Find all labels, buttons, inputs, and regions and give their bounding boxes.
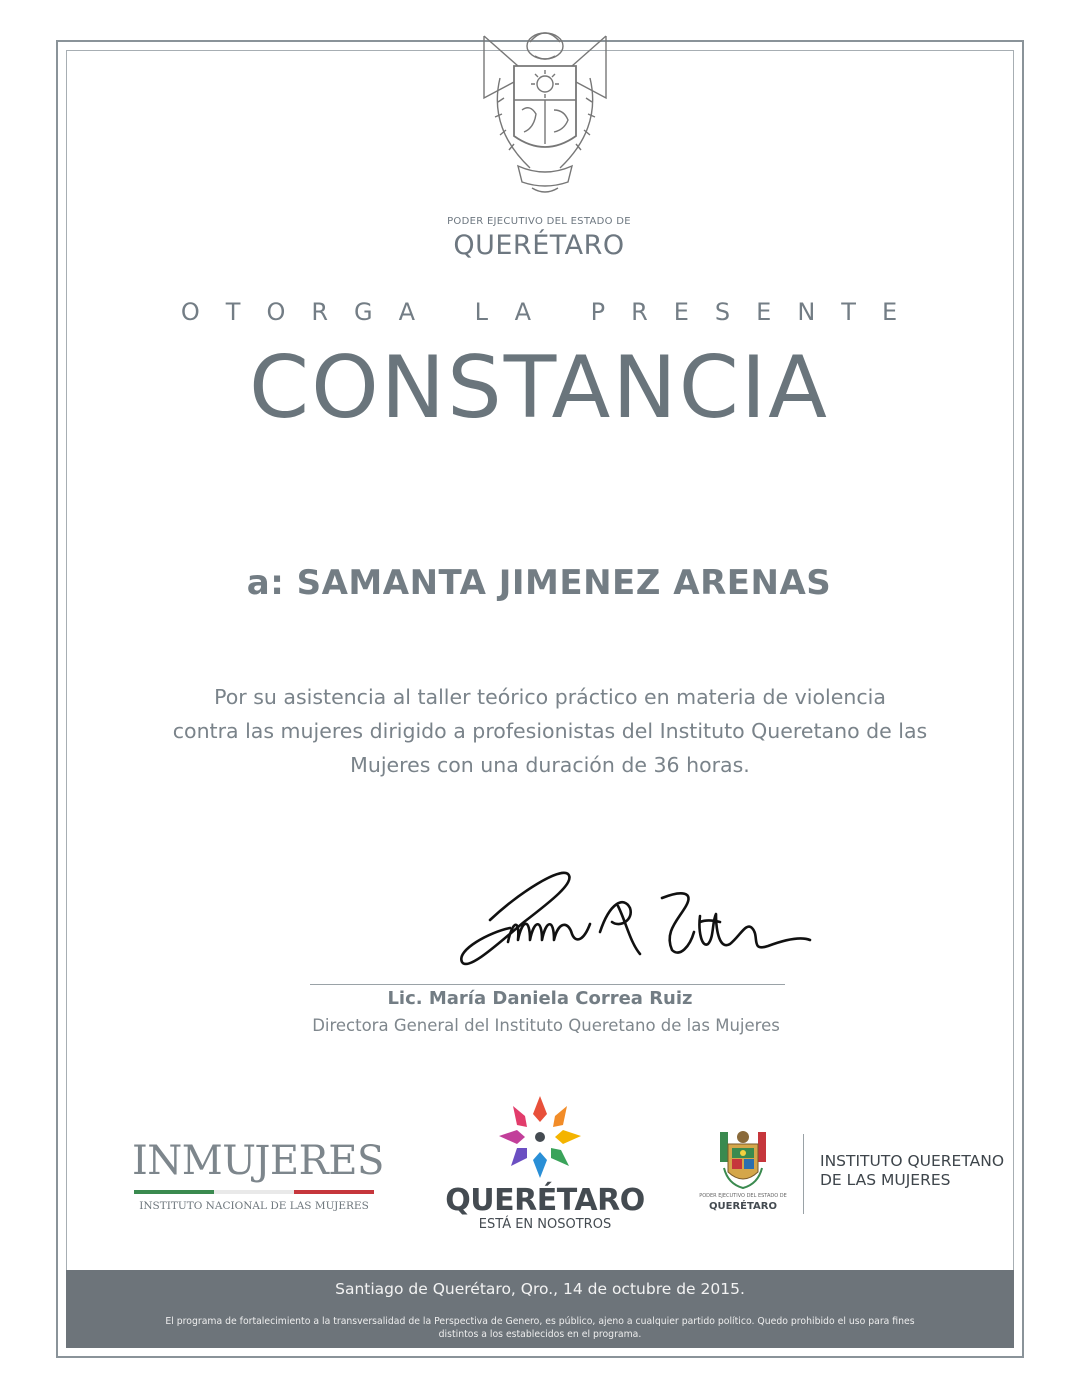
small-crest-wordmark: QUERÉTARO [709,1201,777,1212]
logo-divider [803,1134,804,1214]
body-line: contra las mujeres dirigido a profesionistas del Instituto Queretano de las [172,719,928,743]
inmujeres-logo-subtitle: INSTITUTO NACIONAL DE LAS MUJERES [139,1200,369,1212]
signatory-name: Lic. María Daniela Correa Ruiz [387,988,693,1009]
iqm-logo-text [820,1152,1030,1190]
small-crest-caption: PODER EJECUTIVO DEL ESTADO DE [699,1193,787,1199]
signature-line [310,984,785,985]
legal-disclaimer [86,1315,994,1341]
recipient-name: a: SAMANTA JIMENEZ ARENAS [246,563,832,603]
certificate-body [120,680,980,782]
issuer-label: PODER EJECUTIVO DEL ESTADO DE [447,216,631,227]
legal-line: distintos a los establecidos en el programa. [438,1329,642,1340]
legal-line: El programa de fortalecimiento a la transversalidad de la Perspectiva de Genero, es público, ajeno a cualquier partido político. Quedo prohibido el uso para fines [165,1316,915,1327]
handwritten-signature [450,862,820,992]
certificate-title: CONSTANCIA [249,338,829,438]
queretaro-logo-tagline: ESTÁ EN NOSOTROS [478,1217,612,1232]
small-state-crest-icon [718,1128,768,1190]
queretaro-logo-wordmark: QUERÉTARO [445,1183,645,1218]
iqm-line: INSTITUTO QUERETANO [820,1152,1005,1170]
flag-color-bar [134,1190,374,1194]
preamble-text: OTORGA LA PRESENTE [180,298,924,326]
issuer-state: QUERÉTARO [453,230,625,261]
queretaro-star-logo-icon [495,1092,585,1182]
footer-band [66,1270,1014,1348]
body-line: Por su asistencia al taller teórico práctico en materia de violencia [214,685,886,709]
place-and-date: Santiago de Querétaro, Qro., 14 de octubre de 2015. [335,1280,745,1298]
iqm-line: DE LAS MUJERES [820,1171,951,1189]
body-line: Mujeres con una duración de 36 horas. [350,753,750,777]
signatory-title: Directora General del Instituto Queretano de las Mujeres [312,1016,780,1035]
state-coat-of-arms-icon [470,18,620,208]
inmujeres-logo-wordmark: INMUJERES [132,1138,384,1184]
